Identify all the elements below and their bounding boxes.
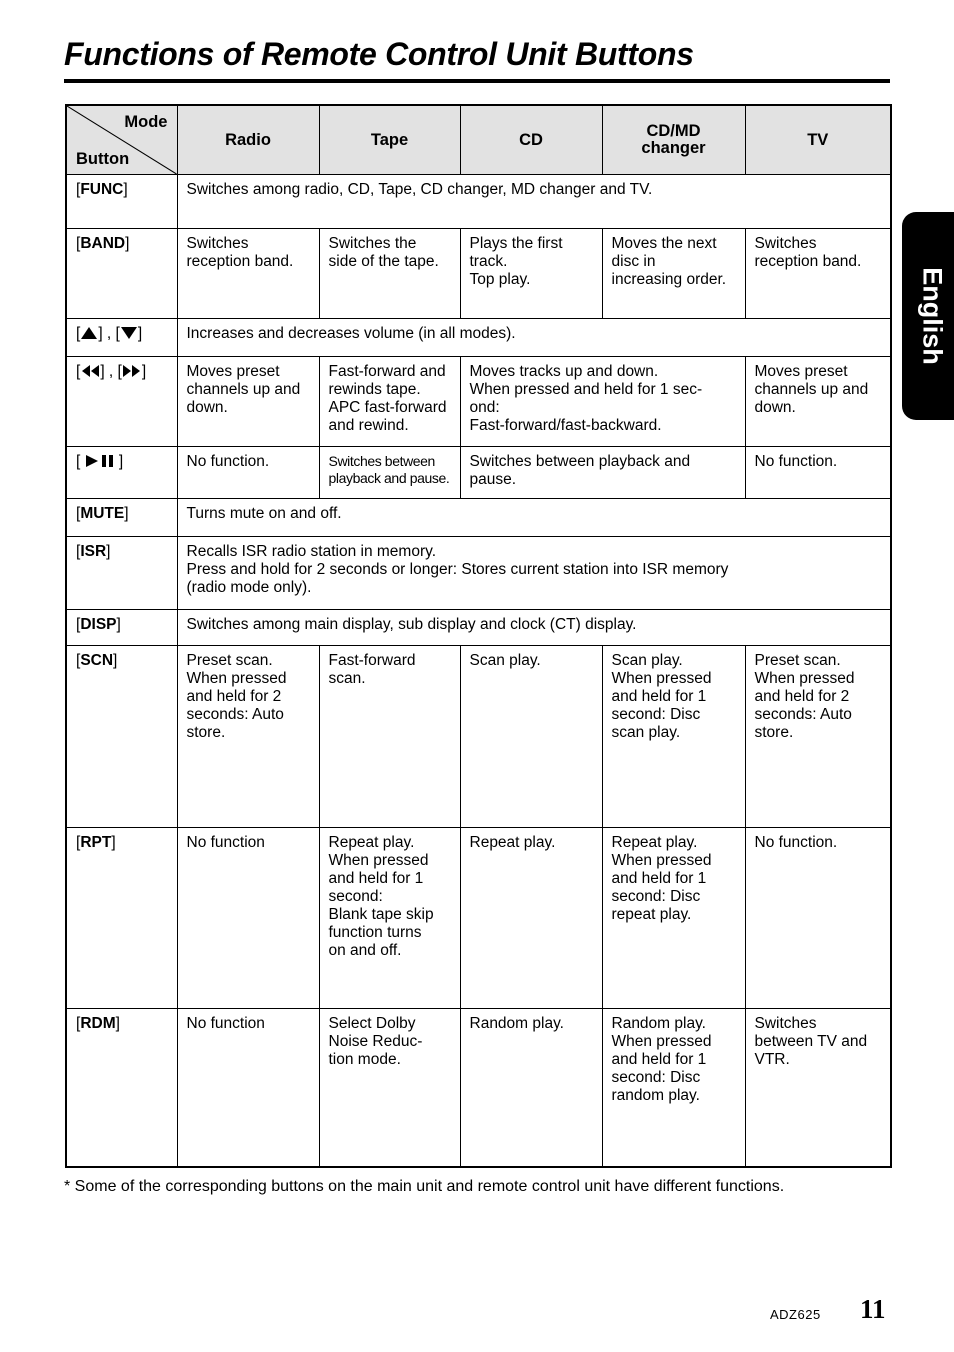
table-row	[66, 537, 891, 610]
rpt-cdmd: Repeat play. When pressed and held for 1 second: Disc repeat play.	[602, 828, 745, 1009]
page-number: 11	[860, 1294, 886, 1324]
rdm-cd: Random play.	[460, 1009, 602, 1167]
isr-all-modes: Recalls ISR radio station in memory. Press and hold for 2 seconds or longer: Stores current station into ISR memory (radio mode only).	[177, 537, 891, 610]
header-tv: TV	[745, 105, 891, 175]
footnote: * Some of the corresponding buttons on the main unit and remote control unit have different functions.	[64, 1178, 785, 1195]
language-tab	[902, 212, 954, 420]
table-row	[66, 357, 891, 447]
mute-all-modes: Turns mute on and off.	[177, 499, 891, 537]
button-disp: [DISP]	[66, 610, 177, 646]
track-tv: Moves preset channels up and down.	[745, 357, 891, 447]
button-label: Button	[76, 150, 130, 168]
button-rpt: [RPT]	[66, 828, 177, 1009]
band-cd: Plays the first track. Top play.	[460, 229, 602, 319]
play-cd-cdmd: Switches between playback and pause.	[460, 447, 745, 499]
button-track: [ ] , [ ]	[66, 357, 177, 447]
rpt-tape: Repeat play. When pressed and held for 1 second: Blank tape skip function turns on and off.	[319, 828, 460, 1009]
table-row	[66, 646, 891, 828]
mode-button-corner-header	[66, 105, 177, 175]
table-row	[66, 828, 891, 1009]
track-cd-cdmd: Moves tracks up and down. When pressed and held for 1 sec- ond: Fast-forward/fast-backward.	[460, 357, 745, 447]
band-cdmd: Moves the next disc in increasing order.	[602, 229, 745, 319]
button-scn: [SCN]	[66, 646, 177, 828]
model-number: ADZ625	[770, 1307, 821, 1322]
mode-label: Mode	[124, 113, 168, 131]
button-function-table	[65, 104, 892, 1168]
button-volume: [ ] , [ ]	[66, 319, 177, 357]
button-band: [BAND]	[66, 229, 177, 319]
rdm-tv: Switches between TV and VTR.	[745, 1009, 891, 1167]
button-rdm: [RDM]	[66, 1009, 177, 1167]
disp-all-modes: Switches among main display, sub display and clock (CT) display.	[177, 610, 891, 646]
scn-tv: Preset scan. When pressed and held for 2 seconds: Auto store.	[745, 646, 891, 828]
play-pause-icon	[85, 454, 115, 468]
table-row	[66, 499, 891, 537]
header-radio: Radio	[177, 105, 319, 175]
page-title: Functions of Remote Control Unit Buttons	[64, 36, 694, 72]
band-radio: Switches reception band.	[177, 229, 319, 319]
scn-tape: Fast-forward scan.	[319, 646, 460, 828]
up-triangle-icon	[80, 326, 98, 340]
play-radio: No function.	[177, 447, 319, 499]
band-tv: Switches reception band.	[745, 229, 891, 319]
volume-all-modes: Increases and decreases volume (in all modes).	[177, 319, 891, 357]
skip-back-icon	[80, 364, 100, 378]
language-tab-label: English	[917, 267, 948, 365]
table-row	[66, 175, 891, 229]
table-row	[66, 1009, 891, 1167]
table-row	[66, 447, 891, 499]
table-row	[66, 319, 891, 357]
scn-cdmd: Scan play. When pressed and held for 1 second: Disc scan play.	[602, 646, 745, 828]
play-tv: No function.	[745, 447, 891, 499]
skip-forward-icon	[122, 364, 142, 378]
rpt-tv: No function.	[745, 828, 891, 1009]
rpt-cd: Repeat play.	[460, 828, 602, 1009]
button-isr: [ISR]	[66, 537, 177, 610]
scn-radio: Preset scan. When pressed and held for 2 seconds: Auto store.	[177, 646, 319, 828]
button-func: [FUNC]	[66, 175, 177, 229]
header-tape: Tape	[319, 105, 460, 175]
band-tape: Switches the side of the tape.	[319, 229, 460, 319]
play-tape: Switches between playback and pause.	[319, 447, 460, 499]
table-row	[66, 229, 891, 319]
track-tape: Fast-forward and rewinds tape. APC fast-forward and rewind.	[319, 357, 460, 447]
title-rule	[64, 79, 890, 83]
scn-cd: Scan play.	[460, 646, 602, 828]
header-cd: CD	[460, 105, 602, 175]
button-play-pause: [ ]	[66, 447, 177, 499]
rdm-cdmd: Random play. When pressed and held for 1 second: Disc random play.	[602, 1009, 745, 1167]
header-cdmd-changer: CD/MD changer	[602, 105, 745, 175]
rdm-tape: Select Dolby Noise Reduc- tion mode.	[319, 1009, 460, 1167]
down-triangle-icon	[120, 326, 138, 340]
rdm-radio: No function	[177, 1009, 319, 1167]
func-all-modes: Switches among radio, CD, Tape, CD changer, MD changer and TV.	[177, 175, 891, 229]
button-mute: [MUTE]	[66, 499, 177, 537]
rpt-radio: No function	[177, 828, 319, 1009]
table-row	[66, 610, 891, 646]
track-radio: Moves preset channels up and down.	[177, 357, 319, 447]
